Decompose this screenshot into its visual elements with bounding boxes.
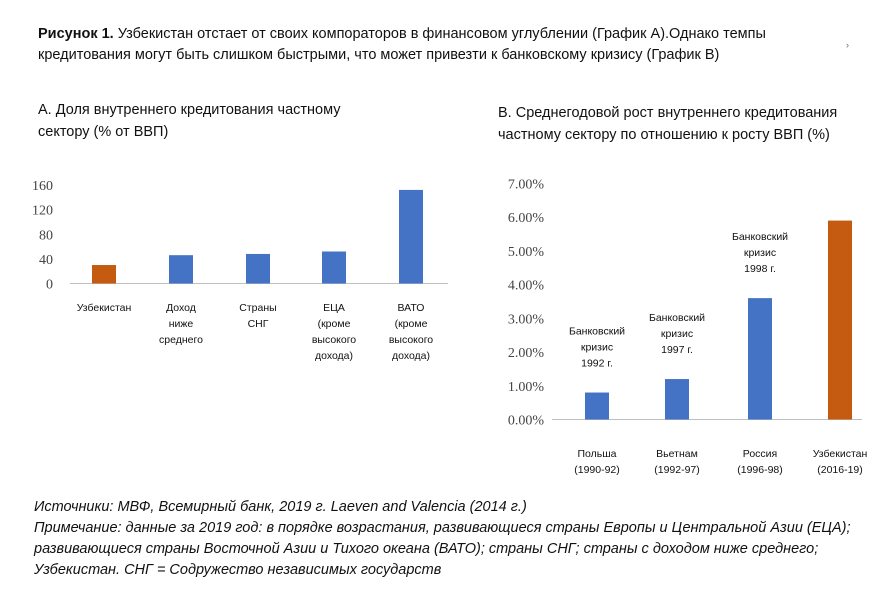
chart-b-bar-annotation: кризис	[660, 328, 694, 341]
chart-a-category-label: Доход	[166, 302, 196, 314]
chart-a-bar	[322, 251, 346, 283]
chart-b-category-label: Вьетнам	[656, 448, 698, 460]
general-note: Примечание: данные за 2019 год: в порядке возрастания, развивающиеся страны Европы и Центральной Азии (ЕЦА); развивающиеся страны Восточной Азии и Тихого океана (ВАТО); страны СНГ; страны с доходом ниже среднего; Узбекистан. СНГ = Содружество независимых государств	[34, 520, 851, 578]
chart-b-category-label: Россия	[742, 448, 778, 460]
chart-a-y-tick-label: 40	[39, 252, 53, 268]
chart-a-category-label: ниже	[168, 318, 194, 330]
chart-a-category-label: среднего	[159, 334, 203, 346]
chart-a-category-label: дохода)	[314, 350, 354, 362]
chart-a-title: А. Доля внутреннего кредитования частному сектору (% от ВВП)	[38, 102, 341, 140]
chart-a-category-label: Узбекистан	[76, 302, 132, 314]
chart-a-bar	[246, 254, 270, 284]
chart-a-bar	[169, 255, 193, 283]
chart-b-bar	[665, 379, 689, 419]
chart-a-y-tick-label: 0	[46, 277, 53, 293]
chart-b-bar-annotation: 1992 г.	[581, 357, 613, 370]
chart-b-bar	[748, 298, 772, 419]
chart-b-bar-annotation: кризис	[743, 247, 777, 260]
chart-b-bar	[828, 221, 852, 420]
chart-a-category-label: Страны	[239, 302, 277, 314]
chart-b-bar-annotation: 1998 г.	[744, 263, 776, 276]
stray-mark: ›	[846, 40, 849, 50]
chart-b-bar-annotation: Банковский	[648, 312, 706, 325]
chart-b-y-tick-label: 2.00%	[507, 346, 544, 362]
sources-note: Источники: МВФ, Всемирный банк, 2019 г. Laeven and Valencia (2014 г.)	[34, 499, 527, 515]
chart-a-category-label: высокого	[311, 334, 357, 346]
chart-b-bar-annotation: Банковский	[568, 325, 626, 338]
chart-a-y-tick-label: 80	[39, 228, 53, 244]
chart-b-category-label: Польша	[577, 448, 617, 460]
chart-b-bar-annotation: 1997 г.	[661, 344, 693, 357]
chart-b-bar	[585, 393, 609, 420]
chart-b-bar-annotation: Банковский	[731, 231, 789, 244]
chart-b-y-tick-label: 4.00%	[507, 278, 544, 294]
chart-a-y-tick-label: 120	[32, 203, 53, 219]
chart-a-bar	[399, 190, 423, 284]
chart-b-y-tick-label: 3.00%	[507, 312, 544, 328]
chart-b-y-tick-label: 5.00%	[507, 244, 544, 260]
chart-b-category-label: (2016-19)	[817, 464, 863, 476]
chart-b-category-label: Узбекистан	[812, 448, 868, 460]
chart-a-category-label: СНГ	[247, 318, 269, 330]
chart-a-category-label: (кроме	[317, 318, 351, 330]
chart-a-category-label: дохода)	[391, 350, 431, 362]
chart-b-y-tick-label: 1.00%	[507, 379, 544, 395]
chart-b-category-label: (1992-97)	[654, 464, 700, 476]
chart-b-category-label: (1990-92)	[574, 464, 620, 476]
figure-label: Рисунок 1.	[38, 26, 114, 42]
chart-b-title: B. Среднегодовой рост внутреннего кредитования частному сектору по отношению к росту ВВП (%)	[498, 105, 838, 143]
chart-a-category-label: высокого	[388, 334, 434, 346]
chart-a-y-tick-label: 160	[32, 179, 53, 194]
chart-b-bar-annotation: кризис	[580, 341, 614, 354]
chart-a-category-label: (кроме	[394, 318, 428, 330]
chart-b-y-tick-label: 0.00%	[507, 413, 544, 429]
chart-b-category-label: (1996-98)	[737, 464, 783, 476]
chart-b-y-tick-label: 7.00%	[507, 177, 544, 193]
notes-block	[34, 497, 884, 581]
chart-a-category-label: ВАТО	[397, 302, 425, 314]
chart-b-y-tick-label: 6.00%	[507, 211, 544, 227]
chart-a-category-label: ЕЦА	[323, 302, 345, 314]
chart-a-bar	[92, 265, 116, 283]
figure-caption-text: Узбекистан отстает от своих компораторов в финансовом углублении (График А).Однако темпы кредитования могут быть слишком быстрыми, что может привезти к банковскому кризису (График В)	[38, 26, 766, 63]
